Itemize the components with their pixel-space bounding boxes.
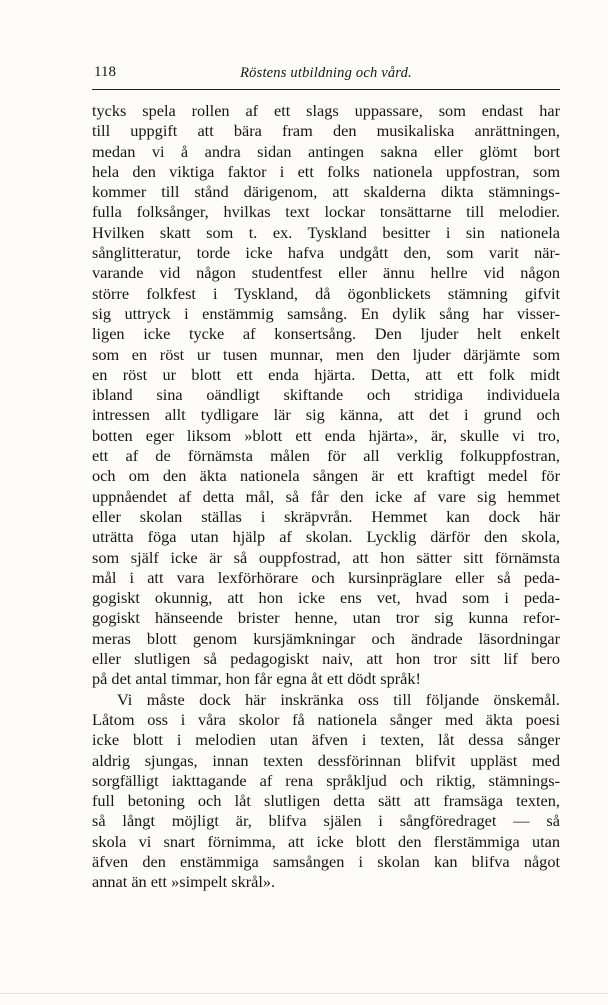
text-line: eller skolan ställas i skräpvrån. Hemmet kan dock här — [92, 506, 560, 526]
text-line: till uppgift att bära fram den musikaliska anrättningen, — [92, 121, 560, 141]
header-rule — [92, 89, 560, 90]
text-line: sig uttryck i enstämmig samsång. En dylik sång har visser- — [92, 303, 560, 323]
text-line: gogiskt okunnig, att hon icke ens vet, hvad som i peda- — [92, 588, 560, 608]
text-line: tycks spela rollen af ett slags uppassare, som endast har — [92, 101, 560, 120]
text-line: hela den viktiga faktor i ett folks nationela uppfostran, som — [92, 161, 560, 181]
text-line: annat än ett »simpelt skrål». — [92, 872, 276, 892]
text-line: eller slutligen så pedagogiskt naiv, att hon tror sitt lif bero — [92, 649, 560, 669]
text-line: Hvilken skatt som t. ex. Tyskland besitter i sin nationela — [92, 222, 560, 242]
text-line: aldrig sjungas, innan texten dessförinnan blifvit uppläst med — [92, 750, 560, 770]
text-line: och om den äkta nationela sången är ett kraftigt medel för — [92, 466, 560, 486]
text-line: ett af de förnämsta målen för all verklig folkuppfostran, — [92, 446, 560, 466]
text-line: en röst ur blott ett enda hjärta. Detta, att ett folk midt — [92, 364, 560, 384]
text-line: kommer till stånd därigenom, att skalderna dikta stämnings- — [92, 182, 560, 202]
text-line: full betoning och låt slutligen detta sätt att framsäga texten, — [92, 791, 560, 811]
text-line: ligen icke tycke af konsertsång. Den ljuder helt enkelt — [92, 324, 560, 344]
text-line: Vi måste dock här inskränka oss till följande önskemål. — [117, 689, 560, 709]
paragraph — [92, 690, 560, 893]
text-line: sånglitteratur, torde icke hafva undgått den, som varit när- — [92, 243, 560, 263]
text-line: sorgfälligt iakttagande af rena språkljud och riktig, stämnings- — [92, 770, 560, 790]
text-line: uppnåendet af detta mål, så får den icke af vare sig hemmet — [92, 486, 560, 506]
text-line: intressen allt tydligare lär sig känna, att det i grund och — [92, 405, 560, 425]
text-line: medan vi å andra sidan antingen sakna eller glömt bort — [92, 141, 560, 161]
text-line: mål i att vara lexförhörare och kursinpräglare eller så peda- — [92, 567, 560, 587]
text-line: på det antal timmar, hon får egna åt ett dödt språk! — [92, 669, 421, 689]
text-line: så långt möjligt är, blifva själen i sångföredraget — så — [92, 811, 560, 831]
body-text — [92, 101, 560, 893]
text-line: gogiskt hänseende brister henne, utan tror sig kunna refor- — [92, 608, 560, 628]
text-line: äfven den enstämmiga samsången i skolan kan blifva något — [92, 851, 560, 871]
text-line: större folkfest i Tyskland, då ögonblickets stämning gifvit — [92, 283, 560, 303]
text-line: uträtta föga utan hjälp af skolan. Lycklig därför den skola, — [92, 527, 560, 547]
text-line: ibland sina oändligt skiftande och stridiga individuela — [92, 385, 560, 405]
text-line: Låtom oss i våra skolor få nationela sånger med äkta poesi — [92, 709, 560, 729]
text-line: varande vid någon studentfest eller ännu hellre vid någon — [92, 263, 560, 283]
paragraph — [92, 101, 560, 690]
page-header — [92, 60, 560, 86]
text-line: icke blott i melodien utan äfven i texten, låt dessa sånger — [92, 730, 560, 750]
text-line: som en röst ur tusen munnar, men den ljuder därjämte som — [92, 344, 560, 364]
text-line: botten eger liksom »blott ett enda hjärta», är, skulle vi tro, — [92, 425, 560, 445]
text-line: skola vi snart förnimma, att icke blott den flerstämmiga utan — [92, 831, 560, 851]
text-line: meras blott genom kursjämkningar och ändrade läsordningar — [92, 628, 560, 648]
scan-edge — [0, 993, 608, 994]
running-title: Röstens utbildning och vård. — [240, 65, 412, 81]
text-line: som själf icke är så ouppfostrad, att hon sätter sitt förnämsta — [92, 547, 560, 567]
page-number: 118 — [94, 64, 116, 80]
text-line: fulla folksånger, hvilkas text lockar tonsättarne till melodier. — [92, 202, 560, 222]
